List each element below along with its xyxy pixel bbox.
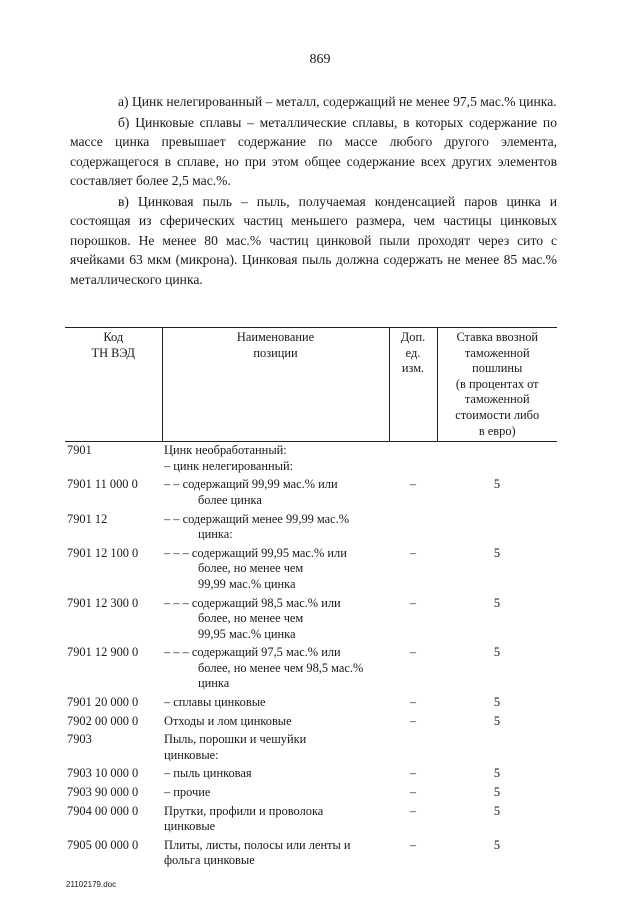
position-name bbox=[162, 644, 389, 694]
position-name bbox=[162, 765, 389, 784]
table-row bbox=[65, 784, 557, 803]
tariff-code: 7901 11 000 0 bbox=[67, 477, 138, 492]
duty-rate: 5 bbox=[493, 477, 501, 492]
table-row bbox=[65, 476, 557, 510]
position-name-line: более, но менее чем bbox=[198, 561, 304, 576]
additional-unit: – bbox=[409, 545, 417, 560]
header-rate: Ставка ввозной таможенной пошлины (в процентах от таможенной стоимости либо в евро) bbox=[437, 328, 557, 442]
duty-rate bbox=[437, 731, 557, 765]
additional-unit: – bbox=[409, 837, 417, 852]
additional-unit bbox=[389, 731, 437, 765]
table-row bbox=[65, 713, 557, 732]
position-name-line: цинка bbox=[198, 676, 230, 691]
additional-unit: – bbox=[409, 713, 417, 728]
position-name-line: Отходы и лом цинковые bbox=[164, 713, 292, 728]
position-name-line: цинка: bbox=[198, 527, 233, 542]
position-name bbox=[162, 442, 389, 477]
tariff-table bbox=[65, 327, 557, 871]
table-header-row bbox=[65, 328, 557, 442]
tariff-table-body bbox=[65, 442, 557, 871]
duty-rate: 5 bbox=[493, 695, 501, 710]
position-name bbox=[162, 713, 389, 732]
additional-unit: – bbox=[409, 785, 417, 800]
position-name bbox=[162, 545, 389, 595]
additional-unit: – bbox=[409, 645, 417, 660]
tariff-code: 7903 bbox=[67, 732, 92, 747]
position-name bbox=[162, 595, 389, 645]
position-name bbox=[162, 803, 389, 837]
tariff-code: 7903 10 000 0 bbox=[67, 766, 139, 781]
position-name-line: – прочие bbox=[164, 785, 211, 800]
position-name bbox=[162, 784, 389, 803]
tariff-code: 7902 00 000 0 bbox=[67, 713, 139, 728]
table-row bbox=[65, 765, 557, 784]
additional-unit: – bbox=[409, 595, 417, 610]
note-c: в) Цинковая пыль – пыль, получаемая конденсацией паров цинка и состоящая из сферических частиц меньшего размера, чем частицы цинковых порошков. Не менее 80 мас.% частиц цинковой пыли проходят через сито с ячейками 63 мкм (микрона). Цинковая пыль должна содержать не менее 85 мас.% металлического цинка. bbox=[70, 193, 557, 287]
tariff-code: 7905 00 000 0 bbox=[67, 837, 139, 852]
position-name-line: более, но менее чем 98,5 мас.% bbox=[198, 660, 364, 675]
position-name bbox=[162, 476, 389, 510]
table-row bbox=[65, 731, 557, 765]
duty-rate bbox=[437, 511, 557, 545]
position-name-line: – – – содержащий 99,95 мас.% или bbox=[164, 545, 347, 560]
duty-rate: 5 bbox=[493, 595, 501, 610]
position-name-line: – – содержащий менее 99,99 мас.% bbox=[164, 511, 350, 526]
duty-rate: 5 bbox=[493, 837, 501, 852]
position-name-line: Плиты, листы, полосы или ленты и bbox=[164, 837, 351, 852]
position-name-line: – – – содержащий 97,5 мас.% или bbox=[164, 645, 341, 660]
tariff-code: 7901 20 000 0 bbox=[67, 695, 139, 710]
additional-unit: – bbox=[409, 477, 417, 492]
additional-unit: – bbox=[409, 695, 417, 710]
duty-rate: 5 bbox=[493, 645, 501, 660]
position-name-line: Цинк необработанный: bbox=[164, 443, 287, 458]
additional-unit bbox=[389, 442, 437, 477]
tariff-code: 7904 00 000 0 bbox=[67, 803, 139, 818]
tariff-code: 7901 12 bbox=[67, 511, 108, 526]
duty-rate: 5 bbox=[493, 803, 501, 818]
position-name bbox=[162, 731, 389, 765]
table-row bbox=[65, 837, 557, 871]
position-name-line: – – содержащий 99,99 мас.% или bbox=[164, 477, 338, 492]
position-name-line: цинковые bbox=[164, 819, 216, 834]
table-row bbox=[65, 595, 557, 645]
position-name bbox=[162, 694, 389, 713]
table-row bbox=[65, 511, 557, 545]
table-row bbox=[65, 644, 557, 694]
position-name-line: более, но менее чем bbox=[198, 611, 304, 626]
position-name-line: 99,99 мас.% цинка bbox=[198, 576, 296, 591]
additional-unit: – bbox=[409, 766, 417, 781]
tariff-code: 7901 12 300 0 bbox=[67, 595, 139, 610]
duty-rate: 5 bbox=[493, 545, 501, 560]
position-name-line: Прутки, профили и проволока bbox=[164, 803, 324, 818]
header-unit: Доп. ед. изм. bbox=[389, 328, 437, 442]
table-row bbox=[65, 694, 557, 713]
additional-unit: – bbox=[409, 803, 417, 818]
position-name bbox=[162, 837, 389, 871]
position-name-line: – цинк нелегированный: bbox=[164, 458, 294, 473]
position-name-line: – – – содержащий 98,5 мас.% или bbox=[164, 595, 341, 610]
table-row bbox=[65, 803, 557, 837]
note-a: а) Цинк нелегированный – металл, содержащий не менее 97,5 мас.% цинка. bbox=[118, 94, 557, 109]
duty-rate: 5 bbox=[493, 766, 501, 781]
header-name: Наименование позиции bbox=[162, 328, 389, 442]
page-number: 869 bbox=[309, 52, 331, 67]
position-name-line: Пыль, порошки и чешуйки bbox=[164, 732, 307, 747]
header-code: Код ТН ВЭД bbox=[65, 328, 162, 442]
table-row bbox=[65, 442, 557, 477]
notes-text bbox=[70, 92, 557, 290]
file-name-footer: 21102179.doc bbox=[66, 880, 117, 889]
tariff-code: 7903 90 000 0 bbox=[67, 785, 139, 800]
position-name-line: фольга цинковые bbox=[164, 853, 255, 868]
position-name-line: цинковые: bbox=[164, 747, 219, 762]
position-name-line: – пыль цинковая bbox=[164, 766, 252, 781]
duty-rate bbox=[437, 442, 557, 477]
tariff-code: 7901 bbox=[67, 443, 92, 458]
table-row bbox=[65, 545, 557, 595]
position-name-line: более цинка bbox=[198, 492, 262, 507]
tariff-code: 7901 12 100 0 bbox=[67, 545, 139, 560]
duty-rate: 5 bbox=[493, 785, 501, 800]
position-name bbox=[162, 511, 389, 545]
position-name-line: 99,95 мас.% цинка bbox=[198, 626, 296, 641]
position-name-line: – сплавы цинковые bbox=[164, 695, 266, 710]
additional-unit bbox=[389, 511, 437, 545]
note-b: б) Цинковые сплавы – металлические сплавы, в которых содержание по массе цинка превышает содержание по массе любого другого элемента, содержащегося в сплаве, но при этом общее содержание всех других элементов составляет более 2,5 мас.%. bbox=[70, 114, 557, 188]
tariff-code: 7901 12 900 0 bbox=[67, 645, 139, 660]
duty-rate: 5 bbox=[493, 713, 501, 728]
